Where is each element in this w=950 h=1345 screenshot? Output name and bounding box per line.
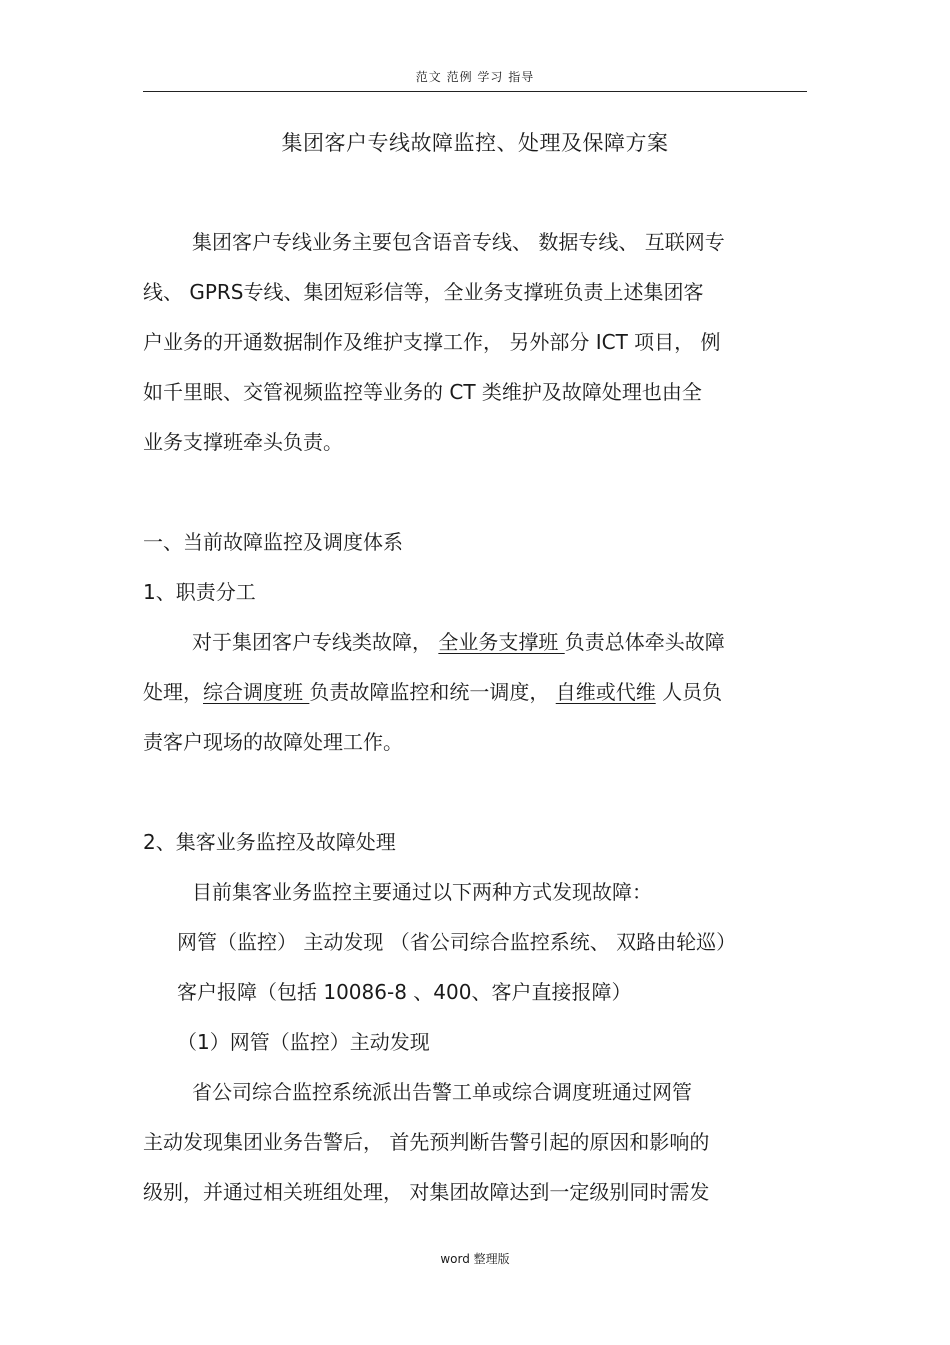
monitoring-line-1: 目前集客业务监控主要通过以下两种方式发现故障： (192, 880, 652, 904)
section-heading-1: 一、当前故障监控及调度体系 (143, 530, 403, 554)
duties-text-c: 处理， (143, 680, 203, 704)
intro-line-2: 线、 GPRS专线、集团短彩信等，全业务支撑班负责上述集团客 (143, 280, 704, 304)
body-line-1: 省公司综合监控系统派出告警工单或综合调度班通过网管 (192, 1080, 692, 1104)
team-fullservice: 全业务支撑班 (438, 630, 565, 654)
intro-line-5: 业务支撑班牵头负责。 (143, 430, 343, 454)
intro-line-1: 集团客户专线业务主要包含语音专线、 数据专线、 互联网专 (192, 230, 725, 254)
page-header: 范文 范例 学习 指导 (415, 70, 535, 84)
monitoring-method-2: 客户报障（包括 10086-8 、400、客户直接报障） (177, 980, 632, 1004)
document-title: 集团客户专线故障监控、处理及保障方案 (281, 131, 669, 155)
subsection-1: （1）网管（监控）主动发现 (177, 1030, 430, 1054)
page-footer: word 整理版 (440, 1252, 510, 1266)
team-maintenance: 自维或代维 (555, 680, 656, 704)
team-dispatch: 综合调度班 (203, 680, 310, 704)
duties-line-2 (143, 678, 722, 706)
header-rule (143, 91, 807, 92)
subheading-duties: 1、职责分工 (143, 580, 256, 604)
intro-line-3: 户业务的开通数据制作及维护支撑工作， 另外部分 ICT 项目， 例 (143, 330, 721, 354)
duties-line-3: 责客户现场的故障处理工作。 (143, 730, 403, 754)
duties-text-b: 负责总体牵头故障 (564, 630, 725, 654)
body-line-2: 主动发现集团业务告警后， 首先预判断告警引起的原因和影响的 (143, 1130, 710, 1154)
duties-text-d: 负责故障监控和统一调度， (309, 680, 556, 704)
intro-line-4: 如千里眼、交管视频监控等业务的 CT 类维护及故障处理也由全 (143, 380, 702, 404)
duties-line-1 (192, 628, 725, 656)
subheading-monitoring: 2、集客业务监控及故障处理 (143, 830, 396, 854)
monitoring-method-1: 网管（监控） 主动发现 （省公司综合监控系统、 双路由轮巡） (177, 930, 737, 954)
body-line-3: 级别，并通过相关班组处理， 对集团故障达到一定级别同时需发 (143, 1180, 710, 1204)
duties-text-a: 对于集团客户专线类故障， (192, 630, 439, 654)
duties-text-e: 人员负 (655, 680, 723, 704)
